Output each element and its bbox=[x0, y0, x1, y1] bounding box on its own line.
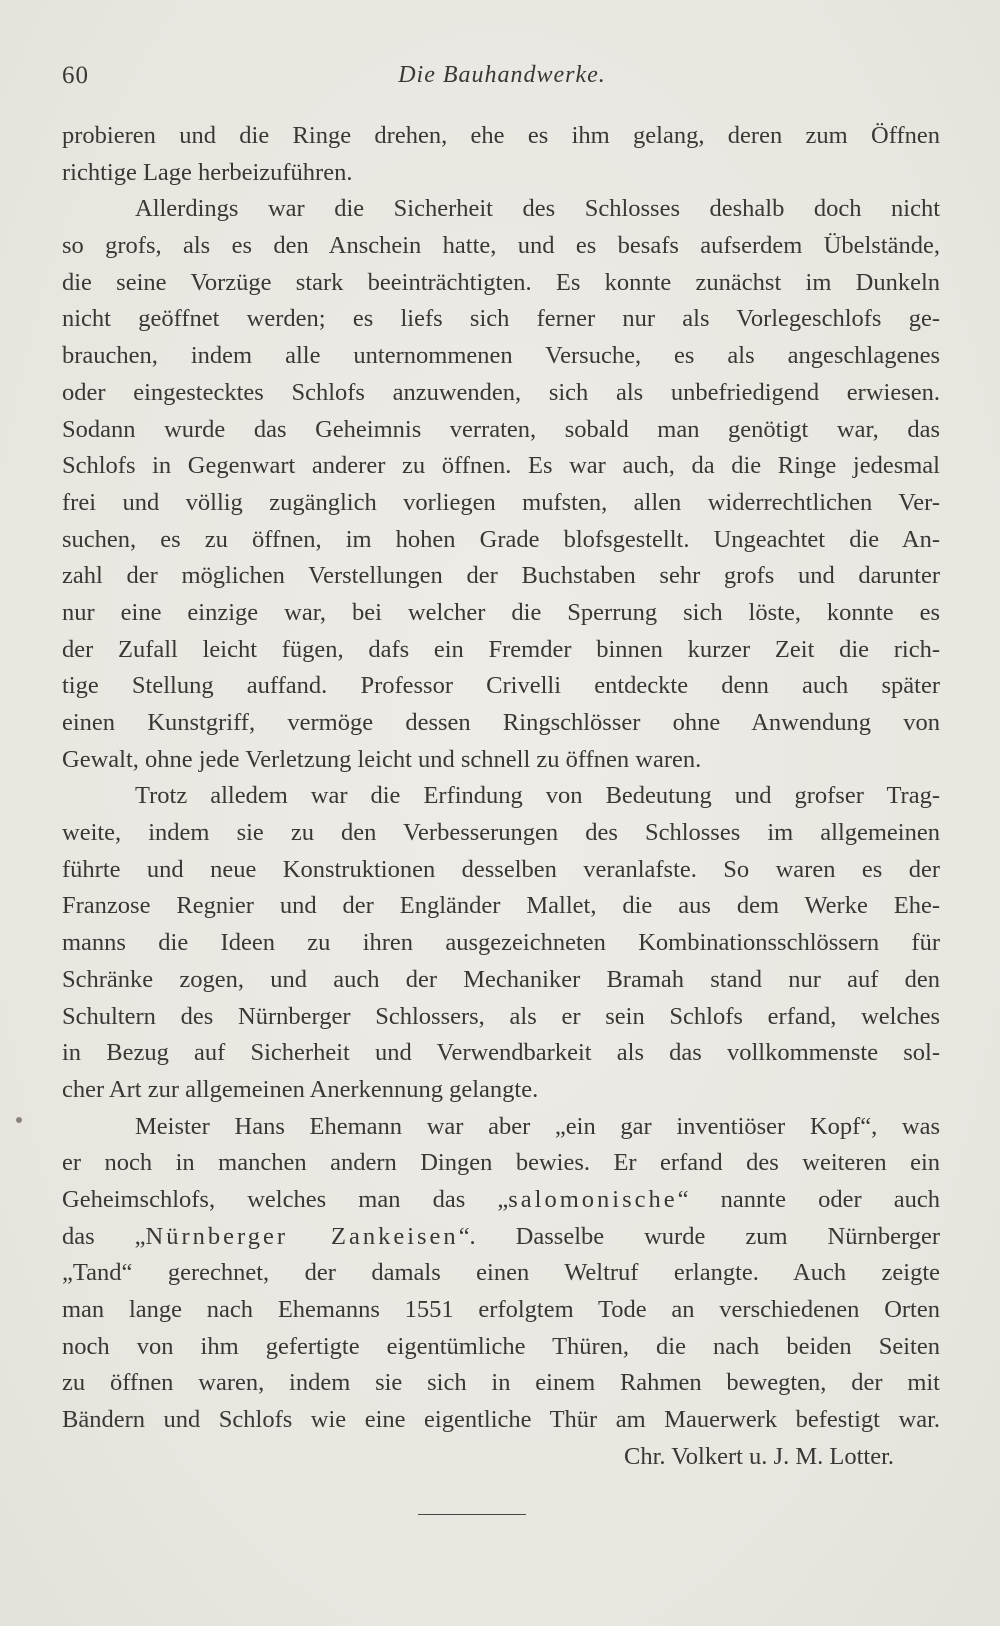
text-fragment: “. Dasselbe wurde zum Nürnberger bbox=[458, 1222, 940, 1250]
text-line: frei und völlig zugänglich vorliegen mufsten, allen widerrechtlichen Ver- bbox=[62, 488, 940, 516]
text-line: zahl der möglichen Verstellungen der Buchstaben sehr grofs und darunter bbox=[62, 562, 940, 590]
text-fragment: Geheimschlofs, welches man das „ bbox=[62, 1185, 509, 1213]
text-line: Trotz alledem war die Erfindung von Bedeutung und grofser Trag- bbox=[135, 782, 940, 810]
text-line bbox=[62, 1182, 940, 1219]
text-line: die seine Vorzüge stark beeinträchtigten. Es konnte zunächst im Dunkeln bbox=[62, 268, 940, 296]
emphasized-term: Nürnberger Zankeisen bbox=[145, 1222, 459, 1250]
emphasized-term: salomonische bbox=[508, 1185, 678, 1213]
section-rule bbox=[418, 1514, 526, 1515]
text-line: Allerdings war die Sicherheit des Schlosses deshalb doch nicht bbox=[135, 195, 940, 223]
text-line: Gewalt, ohne jede Verletzung leicht und schnell zu öffnen waren. bbox=[62, 745, 702, 773]
text-line: nur eine einzige war, bei welcher die Sperrung sich löste, konnte es bbox=[62, 598, 940, 626]
text-line: probieren und die Ringe drehen, ehe es ihm gelang, deren zum Öffnen bbox=[62, 122, 940, 149]
text-line: Schränke zogen, und auch der Mechaniker Bramah stand nur auf den bbox=[62, 965, 940, 993]
text-line: der Zufall leicht fügen, dafs ein Fremder binnen kurzer Zeit die rich- bbox=[62, 635, 940, 663]
text-line: weite, indem sie zu den Verbesserungen des Schlosses im allgemeinen bbox=[62, 819, 940, 847]
running-title: Die Bauhandwerke. bbox=[398, 62, 606, 88]
text-line bbox=[62, 1219, 940, 1256]
page-speck bbox=[16, 1117, 22, 1123]
text-line: brauchen, indem alle unternommenen Versuche, es als angeschlagenes bbox=[62, 342, 940, 370]
body-text bbox=[62, 118, 940, 1475]
text-line: führte und neue Konstruktionen desselben veranlafste. So waren es der bbox=[62, 855, 940, 883]
text-line: oder eingestecktes Schlofs anzuwenden, sich als unbefriedigend erwiesen. bbox=[62, 378, 940, 406]
text-line: Bändern und Schlofs wie eine eigentliche Thür am Mauerwerk befestigt war. bbox=[62, 1406, 940, 1434]
text-line: manns die Ideen zu ihren ausgezeichneten Kombinationsschlössern für bbox=[62, 929, 940, 957]
text-line: Schlofs in Gegenwart anderer zu öffnen. Es war auch, da die Ringe jedesmal bbox=[62, 452, 940, 480]
text-line: cher Art zur allgemeinen Anerkennung gelangte. bbox=[62, 1075, 539, 1103]
text-line: richtige Lage herbeizuführen. bbox=[62, 158, 353, 186]
text-line: man lange nach Ehemanns 1551 erfolgtem Tode an verschiedenen Orten bbox=[62, 1296, 940, 1323]
text-line: zu öffnen waren, indem sie sich in einem Rahmen bewegten, der mit bbox=[62, 1369, 940, 1397]
text-line: nicht geöffnet werden; es liefs sich ferner nur als Vorlegeschlofs ge- bbox=[62, 305, 940, 333]
text-line: Sodann wurde das Geheimnis verraten, sobald man genötigt war, das bbox=[62, 415, 940, 443]
text-line: Schultern des Nürnberger Schlossers, als er sein Schlofs erfand, welches bbox=[62, 1002, 940, 1030]
text-line: tige Stellung auffand. Professor Crivelli entdeckte denn auch später bbox=[62, 672, 940, 700]
text-line: noch von ihm gefertigte eigentümliche Thüren, die nach beiden Seiten bbox=[62, 1332, 940, 1360]
text-line: „Tand“ gerechnet, der damals einen Weltruf erlangte. Auch zeigte bbox=[62, 1259, 940, 1287]
text-line: in Bezug auf Sicherheit und Verwendbarkeit als das vollkommenste sol- bbox=[62, 1039, 940, 1067]
text-line: er noch in manchen andern Dingen bewies. Er erfand des weiteren ein bbox=[62, 1149, 940, 1177]
text-fragment: das „ bbox=[62, 1222, 146, 1250]
running-head bbox=[62, 62, 942, 94]
text-line: suchen, es zu öffnen, im hohen Grade blofsgestellt. Ungeachtet die An- bbox=[62, 525, 940, 553]
text-line: Franzose Regnier und der Engländer Mallet, die aus dem Werke Ehe- bbox=[62, 892, 940, 920]
text-fragment: “ nannte oder auch bbox=[677, 1185, 940, 1213]
text-line: Meister Hans Ehemann war aber „ein gar inventiöser Kopf“, was bbox=[135, 1112, 940, 1140]
author-signature: Chr. Volkert u. J. M. Lotter. bbox=[624, 1442, 894, 1470]
text-line: einen Kunstgriff, vermöge dessen Ringschlösser ohne Anwendung von bbox=[62, 709, 940, 736]
text-line: so grofs, als es den Anschein hatte, und es besafs aufserdem Übelstände, bbox=[62, 232, 940, 260]
page-number: 60 bbox=[62, 62, 89, 89]
